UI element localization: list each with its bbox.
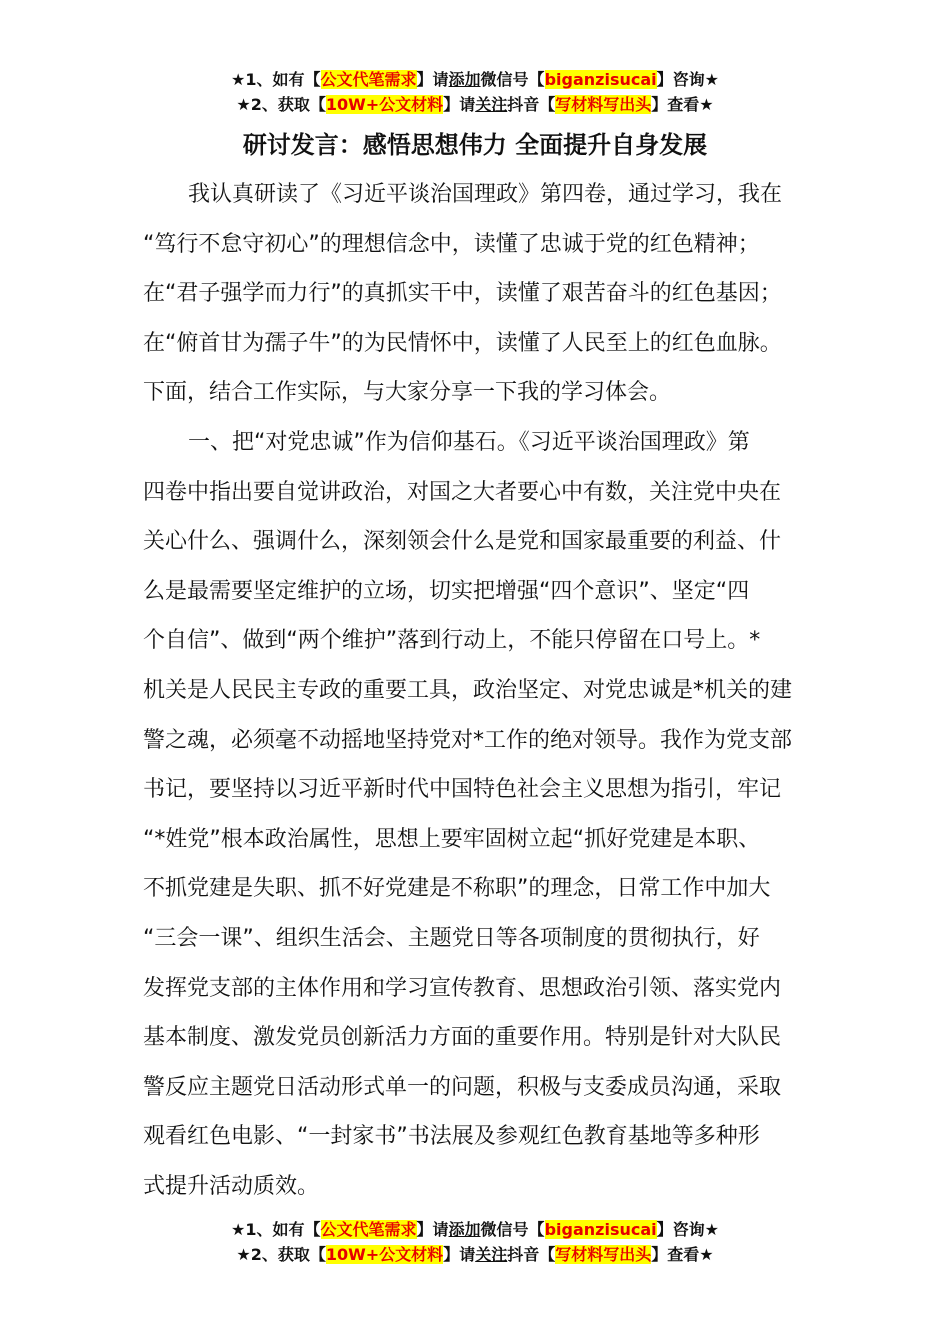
banner-text: 】请 (416, 70, 449, 89)
banner-line-1 (0, 68, 950, 93)
banner-text: 微信号【 (480, 70, 545, 89)
banner-underlined: 添加 (448, 1220, 481, 1239)
banner-text: 】请 (416, 1220, 449, 1239)
banner-text: 】咨询★ (656, 1220, 719, 1239)
banner-highlight: biganzisucai (544, 70, 657, 89)
body-line: 书记，要坚持以习近平新时代中国特色社会主义思想为指引，牢记 (143, 777, 782, 802)
body-line: 关心什么、强调什么，深刻领会什么是党和国家最重要的利益、什 (143, 529, 782, 554)
body-line: “笃行不怠守初心”的理想信念中，读懂了忠诚于党的红色精神； (143, 232, 760, 257)
banner-text: ★1、如有【 (231, 70, 321, 89)
banner-text: ★2、获取【 (236, 95, 326, 114)
body-line: 在“俯首甘为孺子牛”的为民情怀中，读懂了人民至上的红色血脉。 (143, 331, 782, 356)
banner-underlined: 关注 (475, 1245, 508, 1264)
banner-highlight: 10W+公文材料 (325, 95, 444, 114)
body-line: 四卷中指出要自觉讲政治，对国之大者要心中有数，关注党中央在 (143, 480, 782, 505)
body-line: 在“君子强学而力行”的真抓实干中，读懂了艰苦奋斗的红色基因； (143, 281, 782, 306)
banner-line-2 (0, 93, 950, 118)
banner-highlight: biganzisucai (544, 1220, 657, 1239)
banner-text: ★1、如有【 (231, 1220, 321, 1239)
banner-text: 】请 (443, 1245, 476, 1264)
banner-highlight: 写材料写出头 (555, 95, 652, 114)
body-line: “三会一课”、组织生活会、主题党日等各项制度的贯彻执行，好 (143, 926, 760, 951)
body-line: “*姓党”根本政治属性，思想上要牢固树立起“抓好党建是本职、 (143, 827, 761, 852)
banner-text: 抖音【 (507, 1245, 556, 1264)
banner-text: 】请 (443, 95, 476, 114)
body-line: 个自信”、做到“两个维护”落到行动上，不能只停留在口号上。* (143, 628, 761, 653)
banner-text: 】查看★ (651, 1245, 714, 1264)
body-line: 基本制度、激发党员创新活力方面的重要作用。特别是针对大队民 (143, 1025, 782, 1050)
banner-highlight: 公文代笔需求 (320, 1220, 417, 1239)
banner-text: 】查看★ (651, 95, 714, 114)
body-line: 么是最需要坚定维护的立场，切实把增强“四个意识”、坚定“四 (143, 579, 750, 604)
banner-highlight: 公文代笔需求 (320, 70, 417, 89)
body-line: 下面，结合工作实际，与大家分享一下我的学习体会。 (143, 380, 672, 405)
banner-underlined: 添加 (448, 70, 481, 89)
body-line: 一、把“对党忠诚”作为信仰基石。《习近平谈治国理政》第 (188, 430, 750, 455)
document-title: 研讨发言：感悟思想伟力 全面提升自身发展 (242, 131, 708, 159)
banner-text: 】咨询★ (656, 70, 719, 89)
banner-line-2 (0, 1243, 950, 1268)
banner-highlight: 写材料写出头 (555, 1245, 652, 1264)
banner-text: 微信号【 (480, 1220, 545, 1239)
body-line: 不抓党建是失职、抓不好党建是不称职”的理念，日常工作中加大 (143, 876, 771, 901)
body-line: 机关是人民民主专政的重要工具，政治坚定、对党忠诚是*机关的建 (143, 678, 793, 703)
banner-highlight: 10W+公文材料 (325, 1245, 444, 1264)
header-banner (0, 68, 950, 118)
body-line: 警之魂，必须毫不动摇地坚持党对*工作的绝对领导。我作为党支部 (143, 728, 793, 753)
body-line: 式提升活动质效。 (143, 1174, 320, 1199)
body-line: 发挥党支部的主体作用和学习宣传教育、思想政治引领、落实党内 (143, 976, 782, 1001)
banner-line-1 (0, 1218, 950, 1243)
banner-underlined: 关注 (475, 95, 508, 114)
banner-text: 抖音【 (507, 95, 556, 114)
body-line: 警反应主题党日活动形式单一的问题，积极与支委成员沟通，采取 (143, 1075, 782, 1100)
body-line: 我认真研读了《习近平谈治国理政》第四卷，通过学习，我在 (188, 182, 783, 207)
footer-banner (0, 1218, 950, 1268)
banner-text: ★2、获取【 (236, 1245, 326, 1264)
body-line: 观看红色电影、“一封家书”书法展及参观红色教育基地等多种形 (143, 1124, 760, 1149)
